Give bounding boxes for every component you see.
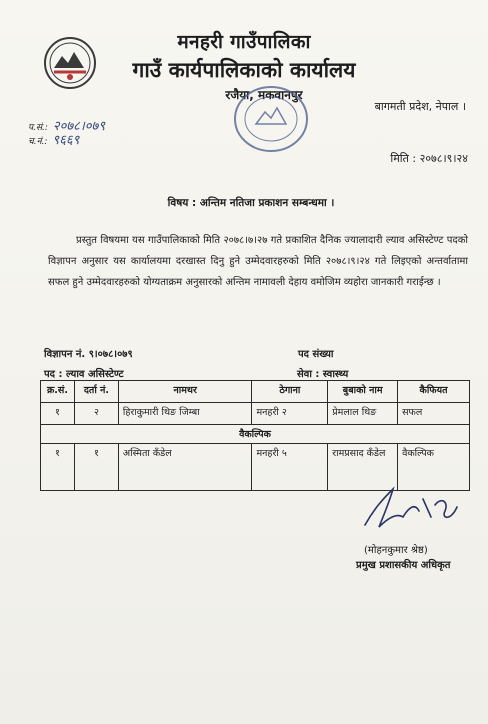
signature-icon bbox=[345, 477, 465, 537]
ps-label: प.सं.: bbox=[28, 123, 48, 133]
cell-father-name: प्रेमलाल थिङ bbox=[328, 403, 398, 425]
reference-cn bbox=[28, 130, 79, 148]
cell-sn: १ bbox=[41, 403, 75, 425]
cell-reg-no: १ bbox=[74, 444, 118, 491]
table-header-row bbox=[41, 381, 470, 403]
signatory-name: (मोहनकुमार श्रेष्ठ) bbox=[364, 545, 428, 556]
header-reg-no: दर्ता नं. bbox=[74, 381, 118, 403]
cell-remarks: वैकल्पिक bbox=[398, 444, 470, 491]
letter-date: मिति : २०७८।९।२४ bbox=[390, 152, 468, 165]
service-name: सेवा : स्वास्थ्य bbox=[297, 369, 349, 380]
header-province: बागमती प्रदेश, नेपाल । bbox=[374, 100, 466, 113]
subject-line: विषय : अन्तिम नतिजा प्रकाशन सम्बन्धमा । bbox=[167, 197, 335, 209]
header-name: नामथर bbox=[118, 381, 252, 403]
results-table bbox=[40, 380, 470, 491]
cell-address: मनहरी ५ bbox=[252, 444, 328, 491]
signatory-title: प्रमुख प्रशासकीय अधिकृत bbox=[356, 560, 451, 571]
header-municipality: मनहरी गाउँपालिका bbox=[177, 31, 311, 53]
header-address: रजैया, मकवानपुर bbox=[225, 88, 303, 102]
header-father-name: बुबाको नाम bbox=[328, 381, 398, 403]
advertisement-number: विज्ञापन नं. ९।०७८।०७९ bbox=[44, 349, 133, 360]
cn-value: ९६६९ bbox=[52, 133, 80, 148]
cn-label: च.नं.: bbox=[28, 137, 48, 147]
post-name: पद : ल्याव असिस्टेण्ट bbox=[44, 369, 124, 380]
cell-name: अस्मिता कँडेल bbox=[118, 444, 252, 491]
cell-reg-no: २ bbox=[74, 403, 118, 425]
cell-remarks: सफल bbox=[398, 403, 470, 425]
cell-name: हिराकुमारी थिङ जिम्बा bbox=[118, 403, 252, 425]
office-stamp-icon bbox=[232, 84, 310, 154]
table-row-alternate-heading bbox=[41, 425, 470, 444]
posts-label: पद संख्या bbox=[298, 349, 334, 360]
header-office: गाउँ कार्यपालिकाको कार्यालय bbox=[132, 58, 356, 82]
header-sn: क्र.सं. bbox=[41, 381, 75, 403]
cell-address: मनहरी २ bbox=[252, 403, 328, 425]
header-remarks: कैफियत bbox=[398, 381, 470, 403]
ps-value: २०७८।०७९ bbox=[52, 119, 106, 134]
cell-sn: १ bbox=[41, 444, 75, 491]
header-address: ठेगाना bbox=[252, 381, 328, 403]
body-paragraph: प्रस्तुत विषयमा यस गाउँपालिकाको मिति २०७८।७।२७ गते प्रकाशित दैनिक ज्यालादारी ल्याव असिस्टेण्ट पदको विज्ञापन अनुसार यस कार्यालयमा दरखास्त दिनु हुने उम्मेदवारहरुको मिति २०७८।९।२४ गते लिइएको अन्तर्वातामा सफल हुने उम्मेदवारहरुको योग्यताक्रम अनुसारको अन्तिम नामावली देहाय वमोजिम व्यहोरा जानकारी गराईन्छ । bbox=[48, 235, 468, 288]
alternate-label: वैकल्पिक bbox=[41, 425, 470, 444]
cell-father-name: रामप्रसाद कँडेल bbox=[328, 444, 398, 491]
table-row bbox=[41, 403, 470, 425]
